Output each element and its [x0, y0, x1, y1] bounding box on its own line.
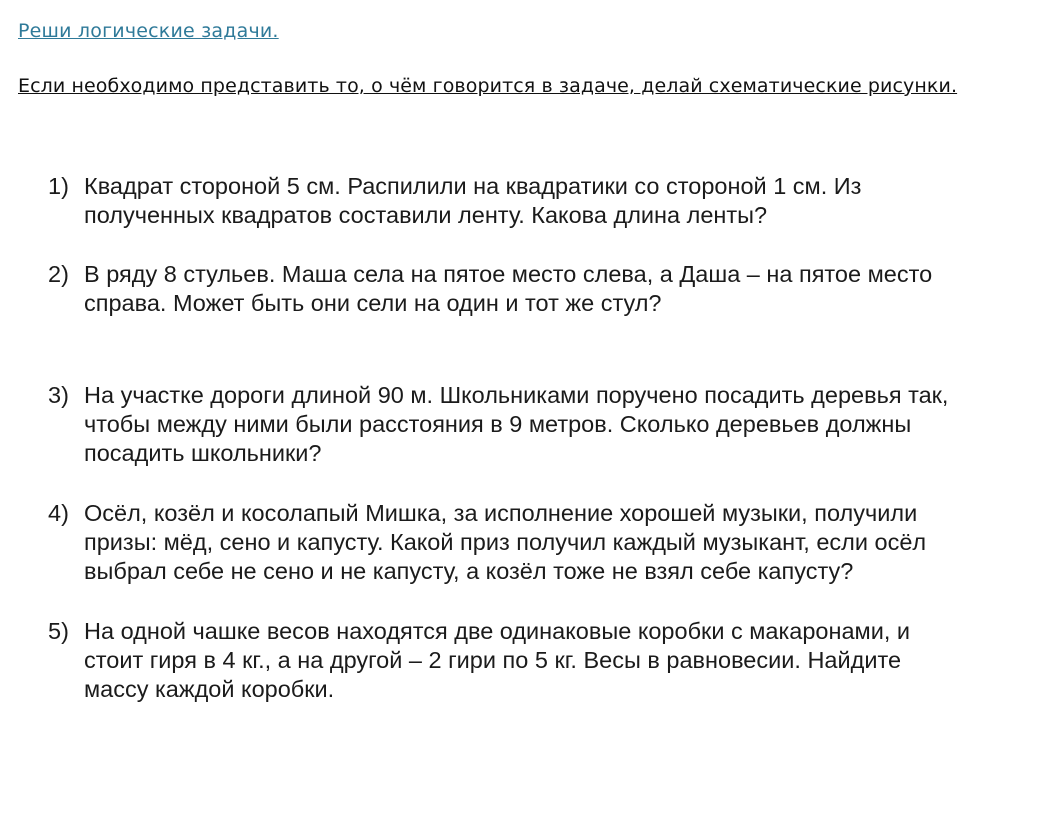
worksheet-instruction: Если необходимо представить то, о чём говорится в задаче, делай схематические рисунки. [18, 75, 958, 97]
task-text: Квадрат стороной 5 см. Распилили на квадратики со стороной 1 см. Из полученных квадратов составили ленту. Какова длина ленты? [84, 173, 862, 228]
task-number: 1) [48, 173, 69, 199]
task-item-5 [48, 617, 1033, 704]
task-text: На одной чашке весов находятся две одинаковые коробки с макаронами, и стоит гиря в 4 кг., а на другой – 2 гири по 5 кг. Весы в равновесии. Найдите массу каждой коробки. [84, 618, 910, 702]
task-item-4 [48, 499, 1033, 586]
task-number: 5) [48, 618, 69, 644]
worksheet-title: Реши логические задачи. [18, 20, 279, 42]
task-text: Осёл, козёл и косолапый Мишка, за исполнение хорошей музыки, получили призы: мёд, сено и капусту. Какой приз получил каждый музыкант, если осёл выбрал себе не сено и не капусту, а козёл тоже не взял себе капусту? [84, 500, 927, 584]
task-number: 3) [48, 382, 69, 408]
task-item-2 [48, 260, 1033, 318]
task-number: 4) [48, 500, 69, 526]
task-item-1 [48, 172, 1033, 230]
task-text: В ряду 8 стульев. Маша села на пятое место слева, а Даша – на пятое место справа. Может быть они сели на один и тот же стул? [84, 261, 933, 316]
task-number: 2) [48, 261, 69, 287]
task-text: На участке дороги длиной 90 м. Школьниками поручено посадить деревья так, чтобы между ними были расстояния в 9 метров. Сколько деревьев должны посадить школьники? [84, 382, 949, 466]
task-item-3 [48, 381, 1033, 468]
